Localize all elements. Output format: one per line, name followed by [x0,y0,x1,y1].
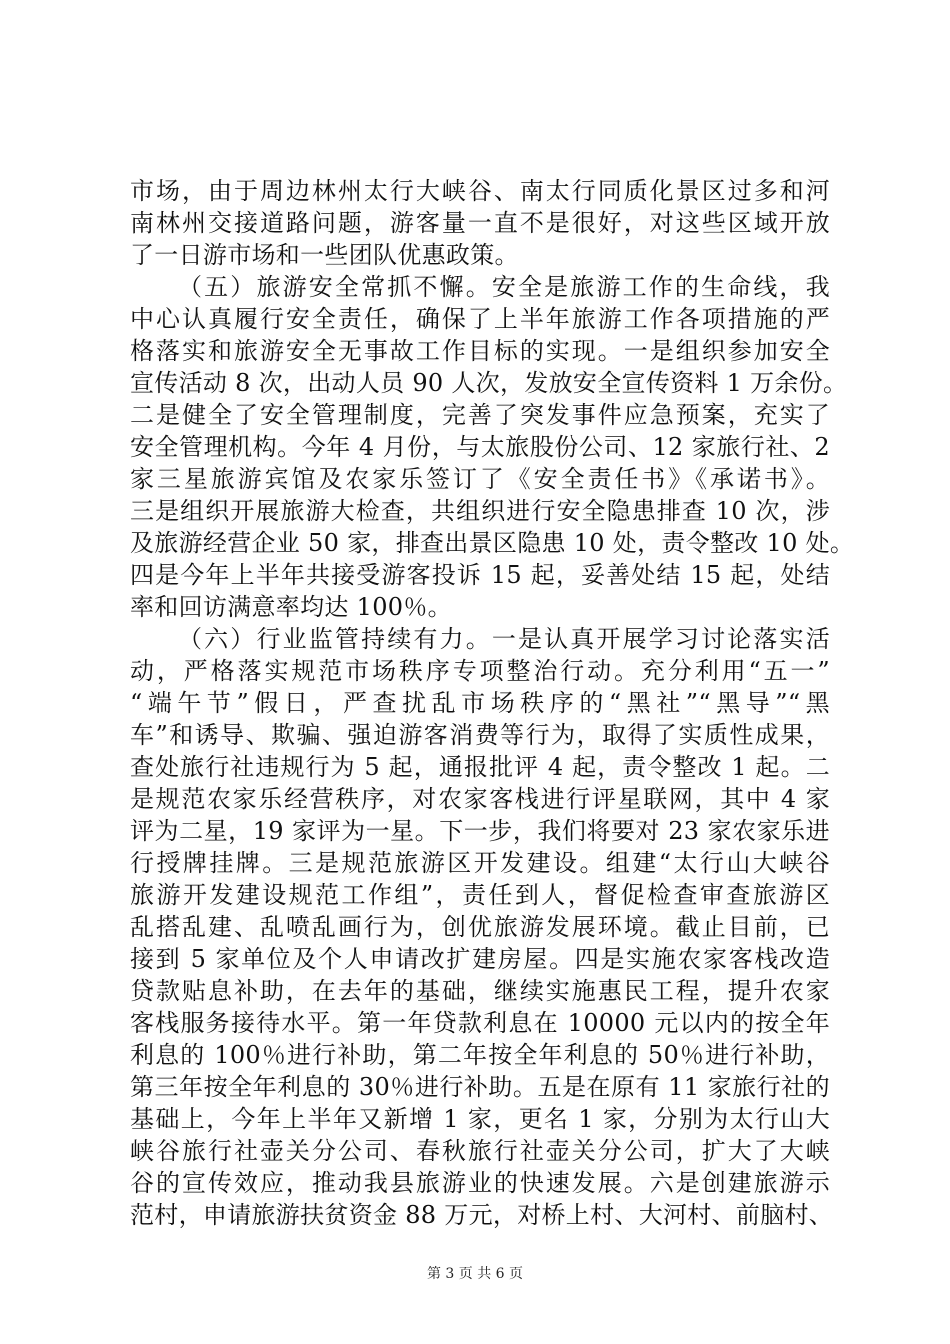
paragraph-heading-line: （五）旅游安全常抓不懈。安全是旅游工作的生命线，我 [178,273,830,301]
text-line: 市场，由于周边林州太行大峡谷、南太行同质化景区过多和河 [130,177,830,205]
text-line: 家三星旅游宾馆及农家乐签订了《安全责任书》《承诺书》。 [130,465,830,493]
text-line: 谷的宣传效应，推动我县旅游业的快速发展。六是创建旅游示 [130,1169,830,1197]
text-line: 查处旅行社违规行为 5 起，通报批评 4 起，责令整改 1 起。二 [130,753,830,781]
text-line: 旅游开发建设规范工作组”，责任到人，督促检查审查旅游区 [130,881,830,909]
text-line: 安全管理机构。今年 4 月份，与太旅股份公司、12 家旅行社、2 [130,433,830,461]
text-line: 及旅游经营企业 50 家，排查出景区隐患 10 处，责令整改 10 处。 [130,529,855,557]
text-line: 率和回访满意率均达 100％。 [130,593,452,621]
text-line: 第三年按全年利息的 30％进行补助。五是在原有 11 家旅行社的 [130,1073,830,1101]
text-line: 四是今年上半年共接受游客投诉 15 起，妥善处结 15 起，处结 [130,561,830,589]
text-line: 利息的 100％进行补助，第二年按全年利息的 50％进行补助， [130,1041,830,1069]
text-line: 三是组织开展旅游大检查，共组织进行安全隐患排查 10 次，涉 [130,497,830,525]
document-body [130,175,855,1231]
text-line: 行授牌挂牌。三是规范旅游区开发建设。组建“太行山大峡谷 [130,849,830,877]
text-line: 峡谷旅行社壶关分公司、春秋旅行社壶关分公司，扩大了大峡 [130,1137,830,1165]
text-line: 接到 5 家单位及个人申请改扩建房屋。四是实施农家客栈改造 [130,945,830,973]
text-line: 范村，申请旅游扶贫资金 88 万元，对桥上村、大河村、前脑村、 [130,1201,834,1229]
text-line: 基础上，今年上半年又新增 1 家，更名 1 家，分别为太行山大 [130,1105,830,1133]
text-line: 评为二星，19 家评为一星。下一步，我们将要对 23 家农家乐进 [130,817,830,845]
text-line: “端午节”假日，严查扰乱市场秩序的“黑社”“黑导”“黑 [130,689,830,717]
text-line: 宣传活动 8 次，出动人员 90 人次，发放安全宣传资料 1 万余份。 [130,369,848,397]
text-line: 动，严格落实规范市场秩序专项整治行动。充分利用“五一” [130,657,830,685]
text-line: 格落实和旅游安全无事故工作目标的实现。一是组织参加安全 [130,337,830,365]
paragraph-heading-line: （六）行业监管持续有力。一是认真开展学习讨论落实活 [178,625,830,653]
text-line: 客栈服务接待水平。第一年贷款利息在 10000 元以内的按全年 [130,1009,830,1037]
text-line: 贷款贴息补助，在去年的基础，继续实施惠民工程，提升农家 [130,977,830,1005]
text-line: 南林州交接道路问题，游客量一直不是很好，对这些区域开放 [130,209,830,237]
text-line: 了一日游市场和一些团队优惠政策。 [130,241,519,269]
text-line: 是规范农家乐经营秩序，对农家客栈进行评星联网，其中 4 家 [130,785,830,813]
text-line: 车”和诱导、欺骗、强迫游客消费等行为，取得了实质性成果， [130,721,830,749]
text-line: 二是健全了安全管理制度，完善了突发事件应急预案，充实了 [130,401,830,429]
text-line: 乱搭乱建、乱喷乱画行为，创优旅游发展环境。截止目前，已 [130,913,830,941]
page-number-footer: 第 3 页 共 6 页 [426,1266,524,1282]
text-line: 中心认真履行安全责任，确保了上半年旅游工作各项措施的严 [130,305,830,333]
